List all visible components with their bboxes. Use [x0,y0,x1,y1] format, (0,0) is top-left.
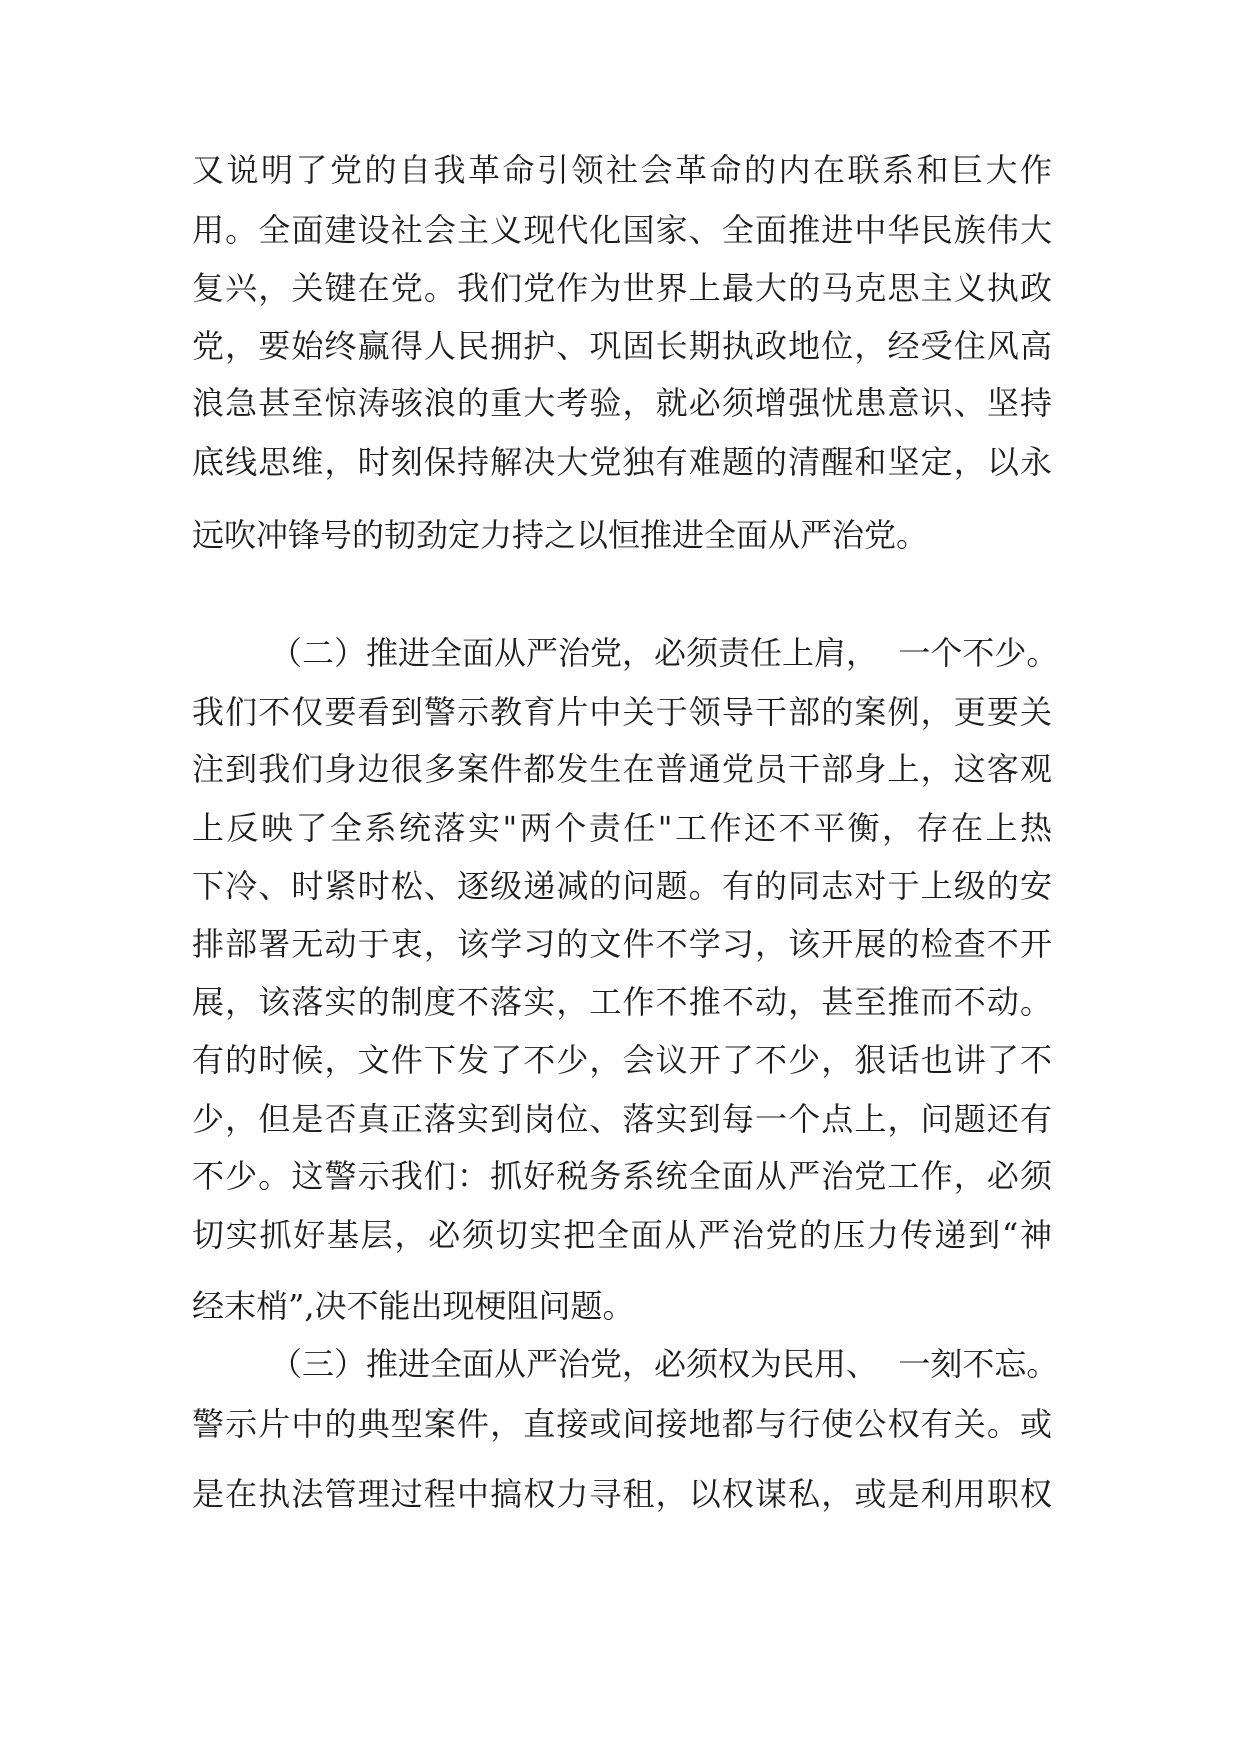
text-line-7: 远吹冲锋号的韧劲定力持之以恒推进全面从严治党。 [192,516,929,554]
text-line-11: 上反映了全系统落实"两个责任"工作还不平衡，存在上热 [192,809,1052,847]
text-line-1: 又说明了党的自我革命引领社会革命的内在联系和巨大作 [192,151,1052,189]
text-line-5: 浪急甚至惊涛骇浪的重大考验，就必须增强忧患意识、坚持 [192,384,1052,422]
text-line-19: 经末梢”,决不能出现梗阻问题。 [192,1287,635,1325]
text-line-15: 有的时候，文件下发了不少，会议开了不少，狠话也讲了不 [192,1041,1052,1079]
text-line-3: 复兴，关键在党。我们党作为世界上最大的马克思主义执政 [192,269,1052,307]
text-line-6: 底线思维，时刻保持解决大党独有难题的清醒和坚定，以永 [192,443,1052,481]
text-line-4: 党，要始终赢得人民拥护、巩固长期执政地位，经受住风高 [192,327,1052,365]
text-line-9: 我们不仅要看到警示教育片中关于领导干部的案例，更要关 [192,693,1052,731]
text-line-22: 是在执法管理过程中搞权力寻租，以权谋私，或是利用职权 [192,1475,1052,1513]
section-heading-3: （三）推进全面从严治党，必须权为民用、 一刻不忘。 [270,1345,1059,1383]
text-line-10: 注到我们身边很多案件都发生在普通党员干部身上，这客观 [192,750,1052,788]
text-line-14: 展，该落实的制度不落实，工作不推不动，甚至推而不动。 [192,983,1052,1021]
text-line-2: 用。全面建设社会主义现代化国家、全面推进中华民族伟大 [192,211,1052,249]
text-line-18: 切实抓好基层，必须切实把全面从严治党的压力传递到“神 [192,1216,1052,1254]
text-line-12: 下冷、时紧时松、逐级递减的问题。有的同志对于上级的安 [192,867,1052,905]
text-line-21: 警示片中的典型案件，直接或间接地都与行使公权有关。或 [192,1405,1052,1443]
section-heading-2: （二）推进全面从严治党，必须责任上肩， 一个不少。 [270,634,1059,672]
text-line-17: 不少。这警示我们：抓好税务系统全面从严治党工作，必须 [192,1157,1052,1195]
text-line-13: 排部署无动于衷，该学习的文件不学习，该开展的检查不开 [192,925,1052,963]
text-line-16: 少，但是否真正落实到岗位、落实到每一个点上，问题还有 [192,1100,1052,1138]
